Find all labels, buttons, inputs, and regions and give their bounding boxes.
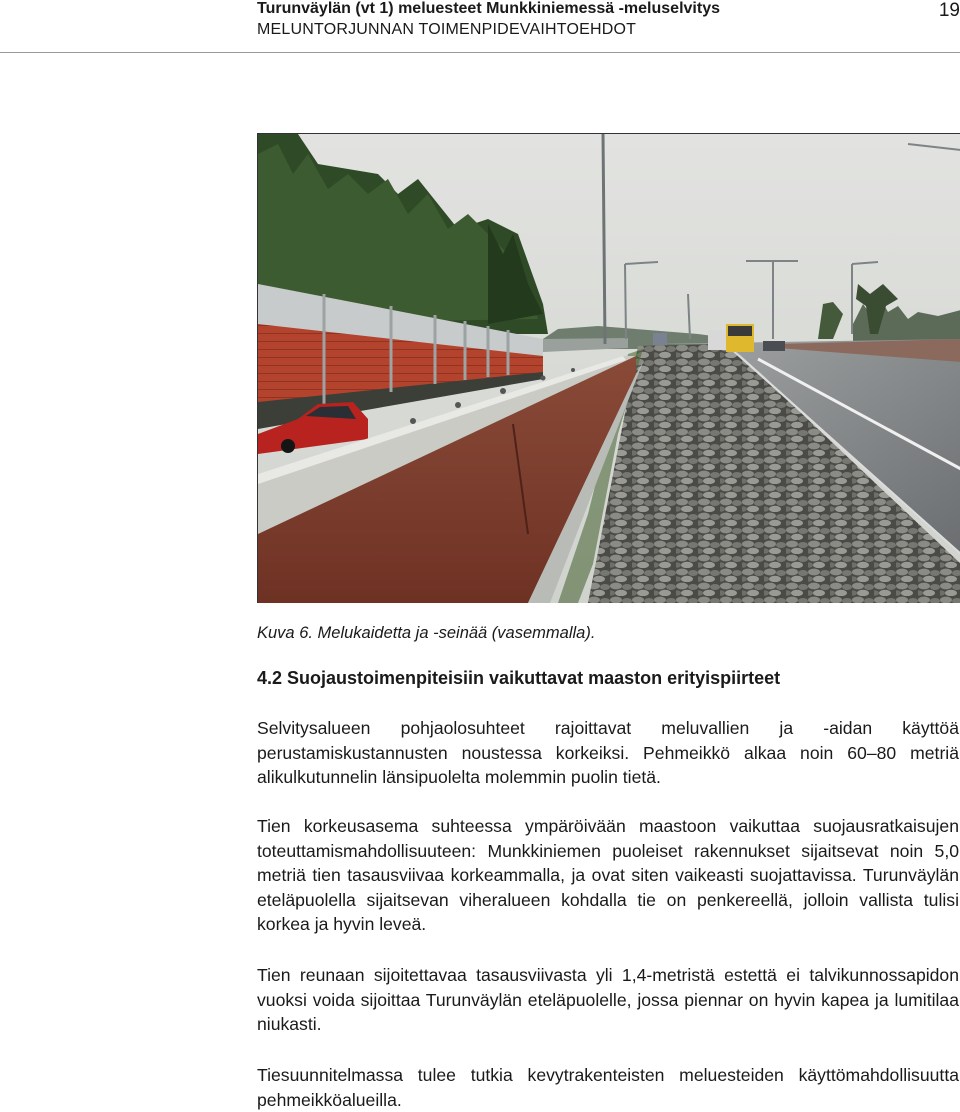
body-paragraph: Tien reunaan sijoitettavaa tasausviivasta yli 1,4-metristä estettä ei talvikunnossapidon vuoksi voida sijoittaa Turunväylän eteläpuolelle, jossa piennar on hyvin kapea ja lumitilaa niukasti. (257, 965, 959, 1034)
document-subtitle: MELUNTORJUNNAN TOIMENPIDEVAIHTOEHDOT (257, 21, 637, 38)
page-header (257, 0, 960, 54)
body-paragraph: Tien korkeusasema suhteessa ympäröivään maastoon vaikuttaa suojausratkaisujen toteuttamismahdollisuuteen: Munkkiniemen puoleiset rakennukset sijaitsevat noin 5,0 metriä tien tasausviivaa korkeammalla, ja ovat siten vaikeasti suojattavissa. Turunväylän eteläpuolella sijaitsevan viheralueen kohdalla tie on penkereellä, jolloin vallista tulisi korkea ja hyvin leveä. (257, 816, 959, 934)
header-divider (0, 52, 960, 53)
body-paragraph: Selvitysalueen pohjaolosuhteet rajoittavat meluvallien ja -aidan käyttöä perustamiskustannusten noustessa korkeiksi. Pehmeikkö alkaa noin 60–80 metriä alikulkutunnelin länsipuolelta molemmin puolin tietä. (257, 718, 959, 787)
body-paragraph: Tiesuunnitelmassa tulee tutkia kevytrakenteisten meluesteiden käyttömahdollisuutta pehmeikköalueilla. (257, 1065, 959, 1110)
document-title: Turunväylän (vt 1) meluesteet Munkkiniemessä -meluselvitys (257, 0, 720, 17)
figure-caption: Kuva 6. Melukaidetta ja -seinää (vasemmalla). (257, 624, 596, 642)
figure-photo-noise-barrier (257, 133, 960, 603)
section-heading: 4.2 Suojaustoimenpiteisiin vaikuttavat maaston erityispiirteet (257, 668, 781, 688)
page-number: 19 (938, 0, 960, 21)
